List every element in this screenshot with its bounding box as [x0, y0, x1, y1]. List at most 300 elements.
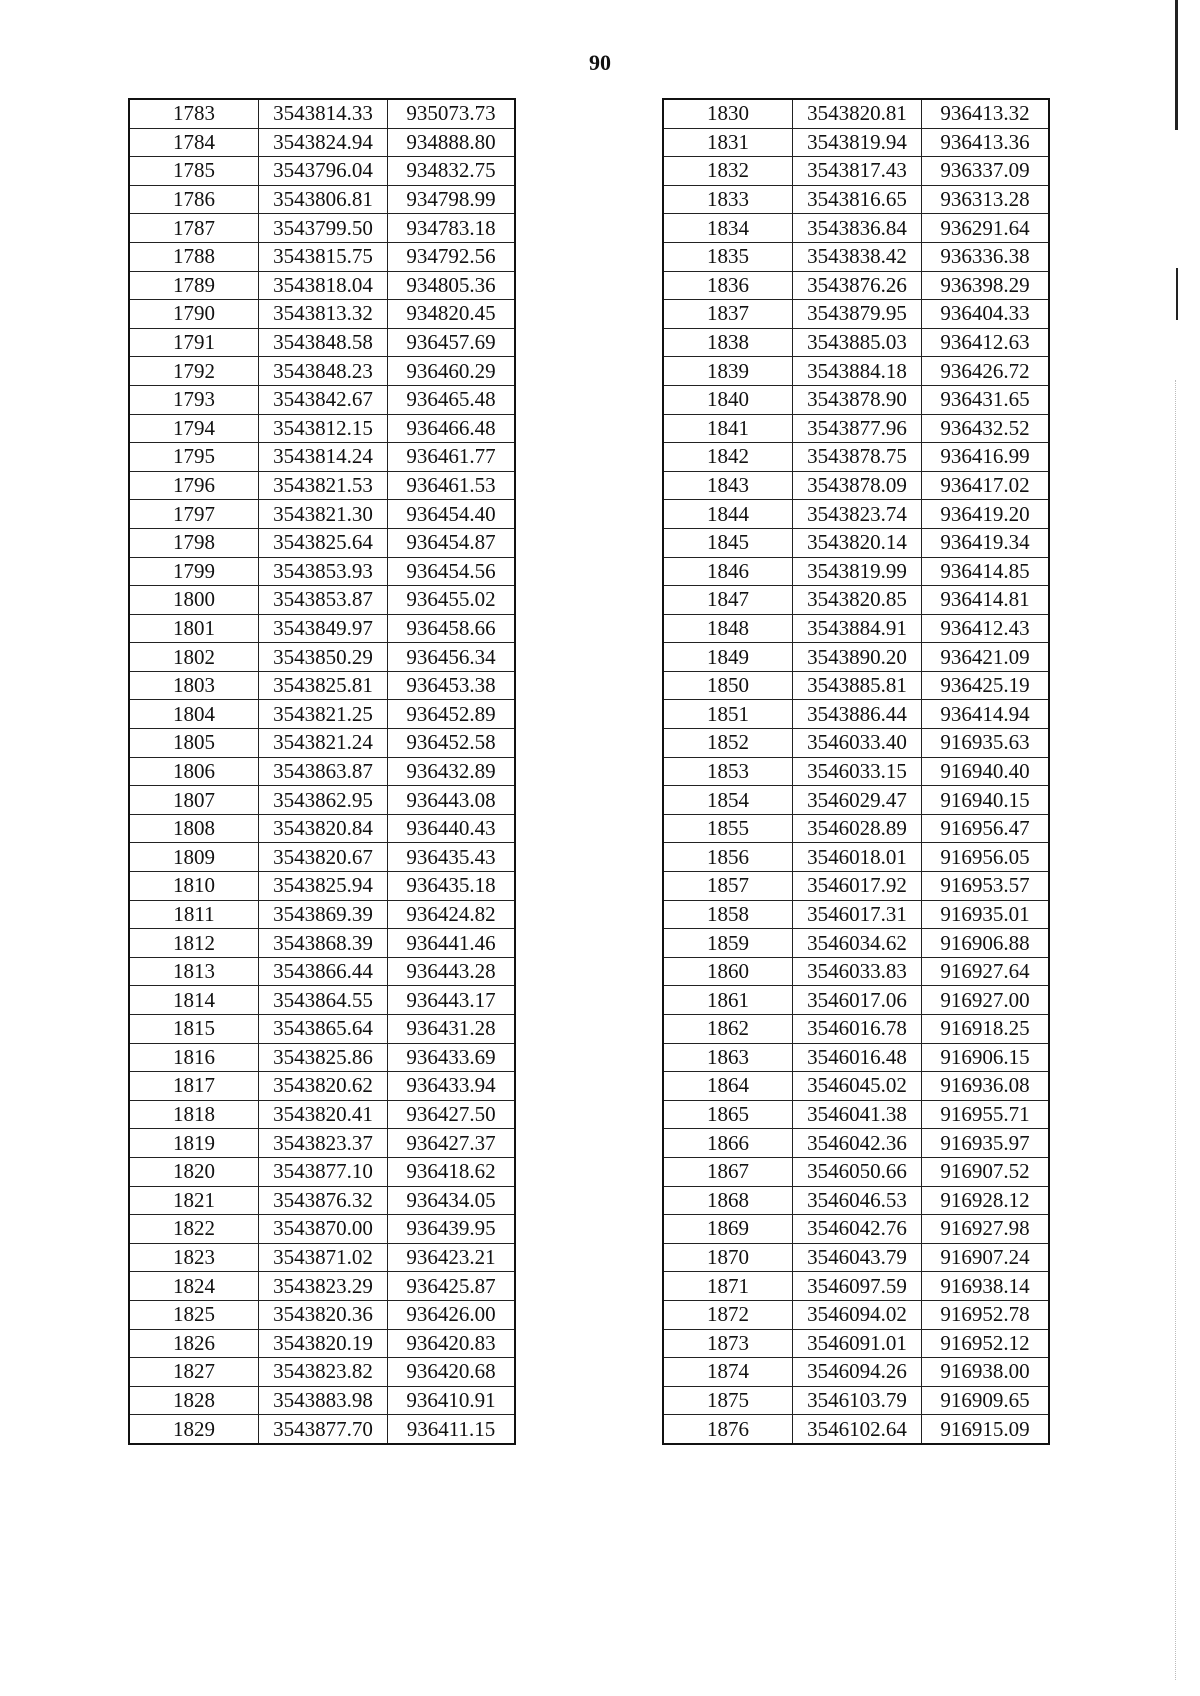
x-coordinate-cell: 3543816.65	[793, 185, 922, 214]
x-coordinate-cell: 3543820.14	[793, 528, 922, 557]
x-coordinate-cell: 3543878.90	[793, 385, 922, 414]
x-coordinate-cell: 3543865.64	[259, 1015, 388, 1044]
point-number-cell: 1861	[663, 986, 793, 1015]
x-coordinate-cell: 3543825.86	[259, 1043, 388, 1072]
y-coordinate-cell: 934888.80	[388, 128, 516, 157]
point-number-cell: 1858	[663, 900, 793, 929]
x-coordinate-cell: 3543820.36	[259, 1300, 388, 1329]
x-coordinate-cell: 3543853.93	[259, 557, 388, 586]
y-coordinate-cell: 934805.36	[388, 271, 516, 300]
point-number-cell: 1835	[663, 242, 793, 271]
table-row	[129, 414, 515, 443]
x-coordinate-cell: 3543823.37	[259, 1129, 388, 1158]
table-row	[129, 1215, 515, 1244]
point-number-cell: 1785	[129, 157, 259, 186]
x-coordinate-cell: 3543878.75	[793, 443, 922, 472]
x-coordinate-cell: 3546034.62	[793, 929, 922, 958]
table-row	[129, 814, 515, 843]
x-coordinate-cell: 3543825.64	[259, 528, 388, 557]
x-coordinate-cell: 3543849.97	[259, 614, 388, 643]
y-coordinate-cell: 936443.08	[388, 786, 516, 815]
y-coordinate-cell: 916906.15	[922, 1043, 1050, 1072]
point-number-cell: 1783	[129, 99, 259, 128]
point-number-cell: 1799	[129, 557, 259, 586]
point-number-cell: 1871	[663, 1272, 793, 1301]
y-coordinate-cell: 936455.02	[388, 586, 516, 615]
y-coordinate-cell: 916915.09	[922, 1415, 1050, 1444]
y-coordinate-cell: 936427.37	[388, 1129, 516, 1158]
y-coordinate-cell: 916935.01	[922, 900, 1050, 929]
y-coordinate-cell: 936426.00	[388, 1300, 516, 1329]
table-row	[129, 528, 515, 557]
point-number-cell: 1864	[663, 1072, 793, 1101]
y-coordinate-cell: 916907.52	[922, 1157, 1050, 1186]
scan-edge-mark	[1175, 0, 1178, 130]
x-coordinate-cell: 3543848.58	[259, 328, 388, 357]
point-number-cell: 1809	[129, 843, 259, 872]
point-number-cell: 1865	[663, 1100, 793, 1129]
table-row	[129, 471, 515, 500]
point-number-cell: 1854	[663, 786, 793, 815]
point-number-cell: 1814	[129, 986, 259, 1015]
table-row	[663, 414, 1049, 443]
y-coordinate-cell: 936417.02	[922, 471, 1050, 500]
point-number-cell: 1876	[663, 1415, 793, 1444]
table-row	[129, 157, 515, 186]
x-coordinate-cell: 3543817.43	[793, 157, 922, 186]
y-coordinate-cell: 916909.65	[922, 1386, 1050, 1415]
table-row	[129, 357, 515, 386]
y-coordinate-cell: 936425.87	[388, 1272, 516, 1301]
point-number-cell: 1840	[663, 385, 793, 414]
coordinate-table-right-body	[663, 99, 1049, 1444]
y-coordinate-cell: 936313.28	[922, 185, 1050, 214]
y-coordinate-cell: 936443.17	[388, 986, 516, 1015]
x-coordinate-cell: 3543850.29	[259, 643, 388, 672]
point-number-cell: 1817	[129, 1072, 259, 1101]
x-coordinate-cell: 3546018.01	[793, 843, 922, 872]
point-number-cell: 1867	[663, 1157, 793, 1186]
x-coordinate-cell: 3543815.75	[259, 242, 388, 271]
y-coordinate-cell: 936432.52	[922, 414, 1050, 443]
x-coordinate-cell: 3546033.15	[793, 757, 922, 786]
point-number-cell: 1807	[129, 786, 259, 815]
y-coordinate-cell: 916955.71	[922, 1100, 1050, 1129]
table-row	[129, 900, 515, 929]
point-number-cell: 1830	[663, 99, 793, 128]
x-coordinate-cell: 3546094.02	[793, 1300, 922, 1329]
table-row	[663, 242, 1049, 271]
y-coordinate-cell: 916935.63	[922, 729, 1050, 758]
point-number-cell: 1846	[663, 557, 793, 586]
point-number-cell: 1839	[663, 357, 793, 386]
table-row	[663, 1015, 1049, 1044]
table-row	[129, 500, 515, 529]
table-row	[129, 1100, 515, 1129]
coordinate-table-left	[128, 98, 516, 1445]
table-row	[663, 1272, 1049, 1301]
point-number-cell: 1873	[663, 1329, 793, 1358]
table-row	[663, 1300, 1049, 1329]
y-coordinate-cell: 916952.78	[922, 1300, 1050, 1329]
x-coordinate-cell: 3546094.26	[793, 1358, 922, 1387]
x-coordinate-cell: 3546097.59	[793, 1272, 922, 1301]
y-coordinate-cell: 916927.00	[922, 986, 1050, 1015]
point-number-cell: 1789	[129, 271, 259, 300]
y-coordinate-cell: 936452.58	[388, 729, 516, 758]
table-row	[663, 671, 1049, 700]
x-coordinate-cell: 3543877.96	[793, 414, 922, 443]
table-row	[663, 157, 1049, 186]
table-row	[663, 328, 1049, 357]
y-coordinate-cell: 936441.46	[388, 929, 516, 958]
table-row	[663, 1100, 1049, 1129]
table-row	[663, 357, 1049, 386]
point-number-cell: 1788	[129, 242, 259, 271]
point-number-cell: 1794	[129, 414, 259, 443]
x-coordinate-cell: 3546029.47	[793, 786, 922, 815]
coordinate-table-left-body	[129, 99, 515, 1444]
x-coordinate-cell: 3543821.25	[259, 700, 388, 729]
y-coordinate-cell: 936466.48	[388, 414, 516, 443]
table-row	[663, 471, 1049, 500]
point-number-cell: 1842	[663, 443, 793, 472]
x-coordinate-cell: 3543876.32	[259, 1186, 388, 1215]
table-row	[663, 500, 1049, 529]
table-row	[663, 1329, 1049, 1358]
x-coordinate-cell: 3543820.84	[259, 814, 388, 843]
table-row	[129, 1243, 515, 1272]
table-row	[663, 1243, 1049, 1272]
point-number-cell: 1824	[129, 1272, 259, 1301]
x-coordinate-cell: 3546017.92	[793, 872, 922, 901]
y-coordinate-cell: 916952.12	[922, 1329, 1050, 1358]
x-coordinate-cell: 3543825.94	[259, 872, 388, 901]
table-row	[663, 986, 1049, 1015]
point-number-cell: 1787	[129, 214, 259, 243]
table-row	[663, 443, 1049, 472]
point-number-cell: 1875	[663, 1386, 793, 1415]
y-coordinate-cell: 936418.62	[388, 1157, 516, 1186]
table-row	[129, 1386, 515, 1415]
y-coordinate-cell: 916935.97	[922, 1129, 1050, 1158]
table-row	[129, 1015, 515, 1044]
point-number-cell: 1805	[129, 729, 259, 758]
y-coordinate-cell: 936435.43	[388, 843, 516, 872]
y-coordinate-cell: 916918.25	[922, 1015, 1050, 1044]
table-row	[663, 872, 1049, 901]
table-row	[663, 729, 1049, 758]
y-coordinate-cell: 916938.00	[922, 1358, 1050, 1387]
y-coordinate-cell: 936434.05	[388, 1186, 516, 1215]
point-number-cell: 1821	[129, 1186, 259, 1215]
table-row	[663, 1072, 1049, 1101]
x-coordinate-cell: 3543866.44	[259, 957, 388, 986]
y-coordinate-cell: 936419.34	[922, 528, 1050, 557]
y-coordinate-cell: 934820.45	[388, 300, 516, 329]
x-coordinate-cell: 3546017.31	[793, 900, 922, 929]
scan-edge-mark	[1176, 268, 1178, 320]
y-coordinate-cell: 936425.19	[922, 671, 1050, 700]
point-number-cell: 1870	[663, 1243, 793, 1272]
x-coordinate-cell: 3543848.23	[259, 357, 388, 386]
y-coordinate-cell: 936420.68	[388, 1358, 516, 1387]
table-row	[129, 1043, 515, 1072]
point-number-cell: 1848	[663, 614, 793, 643]
x-coordinate-cell: 3543814.33	[259, 99, 388, 128]
y-coordinate-cell: 936435.18	[388, 872, 516, 901]
point-number-cell: 1850	[663, 671, 793, 700]
point-number-cell: 1849	[663, 643, 793, 672]
x-coordinate-cell: 3543820.67	[259, 843, 388, 872]
table-row	[663, 1415, 1049, 1444]
y-coordinate-cell: 936443.28	[388, 957, 516, 986]
y-coordinate-cell: 916938.14	[922, 1272, 1050, 1301]
x-coordinate-cell: 3546050.66	[793, 1157, 922, 1186]
x-coordinate-cell: 3543864.55	[259, 986, 388, 1015]
x-coordinate-cell: 3543868.39	[259, 929, 388, 958]
table-row	[129, 957, 515, 986]
point-number-cell: 1841	[663, 414, 793, 443]
y-coordinate-cell: 936413.36	[922, 128, 1050, 157]
table-row	[663, 1157, 1049, 1186]
point-number-cell: 1834	[663, 214, 793, 243]
table-row	[663, 786, 1049, 815]
x-coordinate-cell: 3546042.76	[793, 1215, 922, 1244]
table-row	[129, 1186, 515, 1215]
y-coordinate-cell: 916927.64	[922, 957, 1050, 986]
x-coordinate-cell: 3546028.89	[793, 814, 922, 843]
page-number: 90	[589, 50, 611, 75]
x-coordinate-cell: 3543877.10	[259, 1157, 388, 1186]
point-number-cell: 1859	[663, 929, 793, 958]
y-coordinate-cell: 936431.65	[922, 385, 1050, 414]
x-coordinate-cell: 3543819.99	[793, 557, 922, 586]
x-coordinate-cell: 3543862.95	[259, 786, 388, 815]
table-row	[663, 814, 1049, 843]
point-number-cell: 1838	[663, 328, 793, 357]
table-row	[663, 929, 1049, 958]
x-coordinate-cell: 3543890.20	[793, 643, 922, 672]
x-coordinate-cell: 3546046.53	[793, 1186, 922, 1215]
y-coordinate-cell: 936420.83	[388, 1329, 516, 1358]
y-coordinate-cell: 934783.18	[388, 214, 516, 243]
x-coordinate-cell: 3543813.32	[259, 300, 388, 329]
y-coordinate-cell: 936454.87	[388, 528, 516, 557]
y-coordinate-cell: 936433.69	[388, 1043, 516, 1072]
x-coordinate-cell: 3546033.83	[793, 957, 922, 986]
y-coordinate-cell: 936461.77	[388, 443, 516, 472]
x-coordinate-cell: 3543884.91	[793, 614, 922, 643]
y-coordinate-cell: 936432.89	[388, 757, 516, 786]
x-coordinate-cell: 3543820.41	[259, 1100, 388, 1129]
table-row	[663, 900, 1049, 929]
y-coordinate-cell: 936433.94	[388, 1072, 516, 1101]
y-coordinate-cell: 916928.12	[922, 1186, 1050, 1215]
point-number-cell: 1803	[129, 671, 259, 700]
table-row	[129, 185, 515, 214]
x-coordinate-cell: 3543823.82	[259, 1358, 388, 1387]
table-row	[129, 729, 515, 758]
table-row	[663, 1129, 1049, 1158]
point-number-cell: 1868	[663, 1186, 793, 1215]
point-number-cell: 1857	[663, 872, 793, 901]
point-number-cell: 1856	[663, 843, 793, 872]
y-coordinate-cell: 936336.38	[922, 242, 1050, 271]
table-row	[663, 957, 1049, 986]
table-row	[129, 99, 515, 128]
x-coordinate-cell: 3546103.79	[793, 1386, 922, 1415]
table-row	[663, 128, 1049, 157]
table-row	[129, 1329, 515, 1358]
table-row	[129, 242, 515, 271]
point-number-cell: 1804	[129, 700, 259, 729]
point-number-cell: 1822	[129, 1215, 259, 1244]
x-coordinate-cell: 3543799.50	[259, 214, 388, 243]
table-row	[663, 528, 1049, 557]
x-coordinate-cell: 3546017.06	[793, 986, 922, 1015]
x-coordinate-cell: 3546043.79	[793, 1243, 922, 1272]
table-row	[663, 300, 1049, 329]
x-coordinate-cell: 3546016.78	[793, 1015, 922, 1044]
y-coordinate-cell: 936457.69	[388, 328, 516, 357]
table-row	[663, 271, 1049, 300]
table-row	[129, 700, 515, 729]
table-row	[129, 872, 515, 901]
table-row	[663, 700, 1049, 729]
y-coordinate-cell: 936291.64	[922, 214, 1050, 243]
y-coordinate-cell: 934798.99	[388, 185, 516, 214]
point-number-cell: 1784	[129, 128, 259, 157]
x-coordinate-cell: 3543825.81	[259, 671, 388, 700]
point-number-cell: 1831	[663, 128, 793, 157]
table-row	[129, 328, 515, 357]
x-coordinate-cell: 3546045.02	[793, 1072, 922, 1101]
point-number-cell: 1791	[129, 328, 259, 357]
y-coordinate-cell: 936431.28	[388, 1015, 516, 1044]
x-coordinate-cell: 3546016.48	[793, 1043, 922, 1072]
y-coordinate-cell: 934832.75	[388, 157, 516, 186]
point-number-cell: 1845	[663, 528, 793, 557]
y-coordinate-cell: 936416.99	[922, 443, 1050, 472]
y-coordinate-cell: 936453.38	[388, 671, 516, 700]
x-coordinate-cell: 3543883.98	[259, 1386, 388, 1415]
point-number-cell: 1793	[129, 385, 259, 414]
x-coordinate-cell: 3543819.94	[793, 128, 922, 157]
table-row	[663, 586, 1049, 615]
point-number-cell: 1851	[663, 700, 793, 729]
point-number-cell: 1820	[129, 1157, 259, 1186]
y-coordinate-cell: 916956.05	[922, 843, 1050, 872]
point-number-cell: 1874	[663, 1358, 793, 1387]
table-row	[663, 385, 1049, 414]
x-coordinate-cell: 3543863.87	[259, 757, 388, 786]
table-row	[129, 671, 515, 700]
table-row	[663, 557, 1049, 586]
x-coordinate-cell: 3546102.64	[793, 1415, 922, 1444]
table-row	[129, 929, 515, 958]
point-number-cell: 1828	[129, 1386, 259, 1415]
x-coordinate-cell: 3543818.04	[259, 271, 388, 300]
x-coordinate-cell: 3543820.19	[259, 1329, 388, 1358]
y-coordinate-cell: 936439.95	[388, 1215, 516, 1244]
table-row	[663, 214, 1049, 243]
table-row	[129, 986, 515, 1015]
point-number-cell: 1827	[129, 1358, 259, 1387]
point-number-cell: 1801	[129, 614, 259, 643]
table-row	[129, 643, 515, 672]
y-coordinate-cell: 936421.09	[922, 643, 1050, 672]
point-number-cell: 1833	[663, 185, 793, 214]
y-coordinate-cell: 936423.21	[388, 1243, 516, 1272]
table-row	[129, 1300, 515, 1329]
point-number-cell: 1855	[663, 814, 793, 843]
y-coordinate-cell: 936404.33	[922, 300, 1050, 329]
x-coordinate-cell: 3543823.74	[793, 500, 922, 529]
table-row	[129, 1129, 515, 1158]
point-number-cell: 1806	[129, 757, 259, 786]
point-number-cell: 1860	[663, 957, 793, 986]
x-coordinate-cell: 3543853.87	[259, 586, 388, 615]
point-number-cell: 1812	[129, 929, 259, 958]
x-coordinate-cell: 3546041.38	[793, 1100, 922, 1129]
x-coordinate-cell: 3543877.70	[259, 1415, 388, 1444]
y-coordinate-cell: 936427.50	[388, 1100, 516, 1129]
table-row	[663, 643, 1049, 672]
table-row	[129, 271, 515, 300]
x-coordinate-cell: 3543869.39	[259, 900, 388, 929]
table-row	[663, 757, 1049, 786]
x-coordinate-cell: 3546091.01	[793, 1329, 922, 1358]
point-number-cell: 1819	[129, 1129, 259, 1158]
x-coordinate-cell: 3543836.84	[793, 214, 922, 243]
x-coordinate-cell: 3543884.18	[793, 357, 922, 386]
point-number-cell: 1800	[129, 586, 259, 615]
table-row	[129, 557, 515, 586]
y-coordinate-cell: 936414.81	[922, 586, 1050, 615]
x-coordinate-cell: 3543871.02	[259, 1243, 388, 1272]
x-coordinate-cell: 3543824.94	[259, 128, 388, 157]
point-number-cell: 1852	[663, 729, 793, 758]
table-row	[129, 614, 515, 643]
table-row	[129, 214, 515, 243]
x-coordinate-cell: 3543876.26	[793, 271, 922, 300]
x-coordinate-cell: 3543812.15	[259, 414, 388, 443]
y-coordinate-cell: 936398.29	[922, 271, 1050, 300]
x-coordinate-cell: 3543870.00	[259, 1215, 388, 1244]
table-row	[129, 843, 515, 872]
y-coordinate-cell: 916940.15	[922, 786, 1050, 815]
y-coordinate-cell: 936426.72	[922, 357, 1050, 386]
table-row	[129, 1415, 515, 1444]
x-coordinate-cell: 3543885.81	[793, 671, 922, 700]
table-row	[129, 757, 515, 786]
table-row	[129, 586, 515, 615]
point-number-cell: 1811	[129, 900, 259, 929]
y-coordinate-cell: 934792.56	[388, 242, 516, 271]
y-coordinate-cell: 936410.91	[388, 1386, 516, 1415]
point-number-cell: 1863	[663, 1043, 793, 1072]
y-coordinate-cell: 936337.09	[922, 157, 1050, 186]
point-number-cell: 1798	[129, 528, 259, 557]
y-coordinate-cell: 936412.43	[922, 614, 1050, 643]
table-row	[663, 843, 1049, 872]
point-number-cell: 1795	[129, 443, 259, 472]
y-coordinate-cell: 936458.66	[388, 614, 516, 643]
table-row	[663, 1358, 1049, 1387]
y-coordinate-cell: 936454.56	[388, 557, 516, 586]
x-coordinate-cell: 3543821.30	[259, 500, 388, 529]
